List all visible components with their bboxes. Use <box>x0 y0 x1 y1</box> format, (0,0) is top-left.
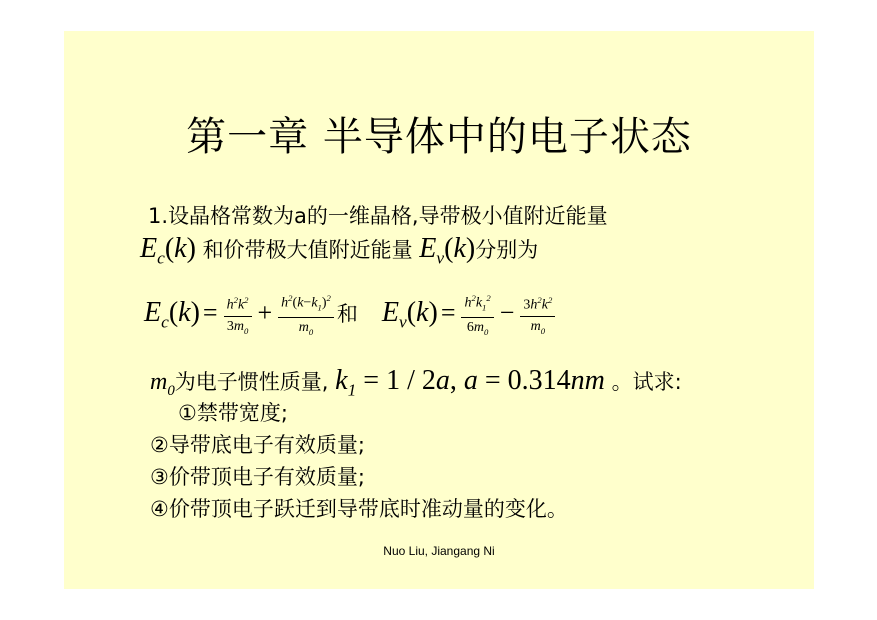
task-item: ②导带底电子有效质量; <box>150 433 365 457</box>
problem-line-3-text: 为电子惯性质量, <box>174 370 329 394</box>
problem-line-3 <box>150 365 682 401</box>
m0-symbol: $m_0$ <box>150 369 175 399</box>
ec-term-1: $\frac{h^2k^2}{3m_0}$ <box>224 291 252 339</box>
ev-term-1: $\frac{h^2k_1^2}{6m_0}$ <box>461 289 493 341</box>
ec-symbol: $E_c(k)$ <box>140 233 196 268</box>
task-item: ①禁带宽度; <box>178 401 288 425</box>
ev-formula-lhs: $E_v(k)$ <box>381 297 438 332</box>
ev-term-2: $\frac{3h^2k^2}{m_0}$ <box>520 291 555 339</box>
ev-symbol: $E_v(k)$ <box>419 233 476 268</box>
footer-authors: Nuo Liu, Jiangang Ni <box>383 544 495 558</box>
task-item: ③价带顶电子有效质量; <box>150 465 365 489</box>
k1-a-expression: $k_1 = 1 / 2a$, a = 0.314nm <box>335 365 605 400</box>
problem-line-3-end: 。试求: <box>611 370 682 394</box>
problem-intro-text: 1.设晶格常数为a的一维晶格,导带极小值附近能量 <box>148 204 608 228</box>
problem-line-2 <box>140 233 538 269</box>
problem-line-2-mid: 和价带极大值附近能量 <box>195 238 420 262</box>
ec-term-2: $\frac{h^2(k-k_1)^2}{m_0}$ <box>278 289 334 341</box>
slide <box>64 31 814 589</box>
slide-title: 第一章 半导体中的电子状态 <box>186 114 692 160</box>
problem-line-1 <box>148 200 608 230</box>
ec-formula-lhs: $E_c(k)$ <box>144 297 200 332</box>
problem-line-2-end: 分别为 <box>475 238 539 262</box>
formula-and-text: 和 <box>336 302 358 327</box>
task-item: ④价带顶电子跃迁到导带底时准动量的变化。 <box>150 497 568 521</box>
energy-formulas: $E_c(k)$ = $\frac{h^2k^2}{3m_0}$ + $\frac{h^2(k-k_1)^2}{m_0}$ 和 $E_v(k)$ = $\frac{h^2k_1^2}{6m_0}$ − $\frac{3h^2k^2}{m_0}$ <box>144 289 558 341</box>
